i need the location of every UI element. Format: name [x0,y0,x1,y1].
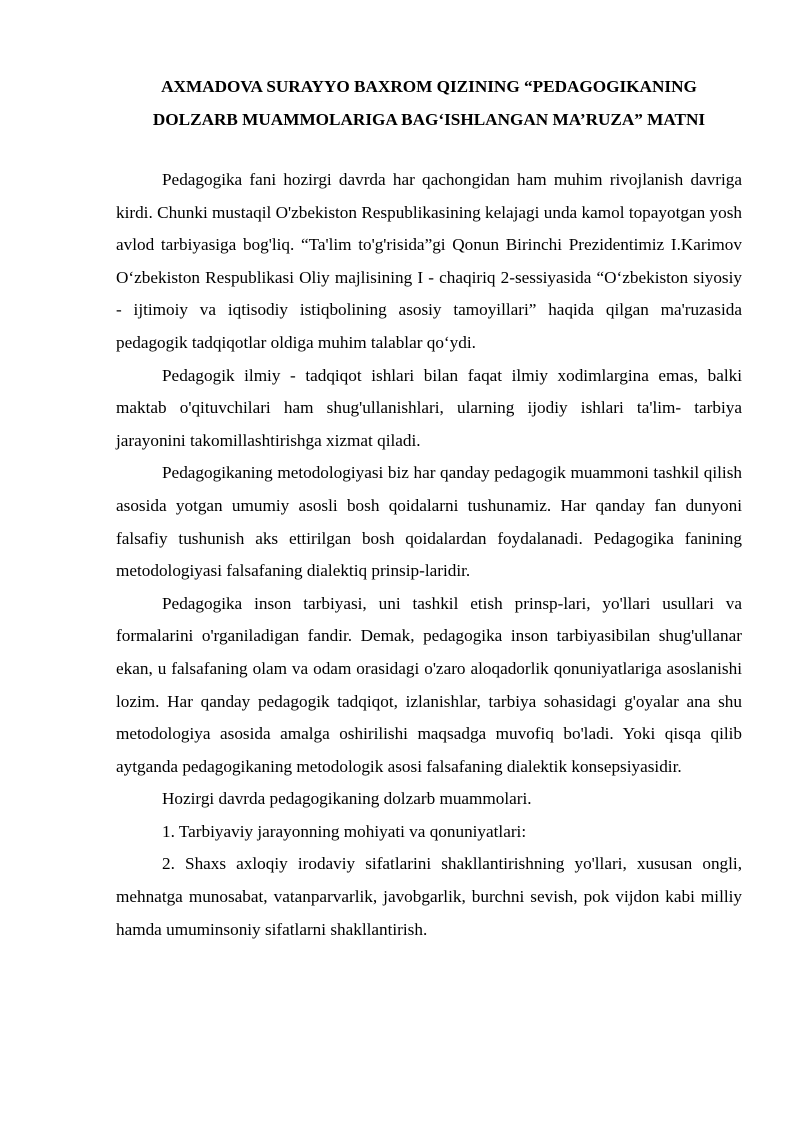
paragraph-pedagogy-definition: Pedagogika inson tarbiyasi, uni tashkil etish prinsp-lari, yo'llari usullari va formalarini o'rganiladigan fandir. Demak, pedagogika inson tarbiyasibilan shug'ullanar ekan, u falsafaning olam va odam orasidagi o'zaro aloqadorlik qonuniyatlariga asoslanishi lozim. Har qanday pedagogik tadqiqot, izlanishlar, tarbiya sohasidagi g'oyalar ana shu metodologiya asosida amalga oshirilishi maqsadga muvofiq bo'ladi. Yoki qisqa qilib aytganda pedagogikaning metodologik asosi falsafaning dialektik konsepsiyasidir. [116,593,742,776]
title-spacer [116,136,742,164]
paragraph-intro: Pedagogika fani hozirgi davrda har qachongidan ham muhim rivojlanish davriga kirdi. Chunki mustaqil O'zbekiston Respublikasining kelajagi unda kamol topayotgan yosh avlod tarbiyasiga bog'liq. “Ta'lim to'g'risida”gi Qonun Birinchi Prezidentimiz I.Karimov O‘zbekiston Respublikasi Oliy majlisining I - chaqiriq 2-sessiyasida “O‘zbekiston siyosiy - ijtimoiy va iqtisodiy istiqbolining asosiy tamoyillari” haqida qilgan ma'ruzasida pedagogik tadqiqotlar oldiga muhim talablar qo‘ydi. [116,170,742,352]
title-line-1: AXMADOVA SURAYYO BAXROM QIZINING “PEDAGOGIKANING [161,77,697,96]
document-title [116,70,742,136]
list-item-1: 1. Tarbiyaviy jarayonning mohiyati va qonuniyatlari: [162,821,527,841]
list-item-2: 2. Shaxs axloqiy irodaviy sifatlarini shakllantirishning yo'llari, xususan ongli, mehnatga munosabat, vatanparvarlik, javobgarlik, burchni sevish, pok vijdon kabi milliy hamda umuminsoniy sifatlarni shakllantirish. [116,854,742,939]
paragraph-current-problems: Hozirgi davrda pedagogikaning dolzarb muammolari. [162,789,532,809]
title-line-2: DOLZARB MUAMMOLARIGA BAG‘ISHLANGAN MA’RUZA” MATNI [152,110,706,129]
paragraph-methodology: Pedagogikaning metodologiyasi biz har qanday pedagogik muammoni tashkil qilish asosida yotgan umumiy asosli bosh qoidalarni tushunamiz. Har qanday fan dunyoni falsafiy tushunish aks ettirilgan bosh qoidalardan foydalanadi. Pedagogika fanining metodologiyasi falsafaning dialektiq prinsip-laridir. [116,463,742,581]
document-page [116,70,742,946]
paragraph-research: Pedagogik ilmiy - tadqiqot ishlari bilan faqat ilmiy xodimlargina emas, balki maktab o'qituvchilari ham shug'ullanishlari, ularning ijodiy ishlari ta'lim- tarbiya jarayonini takomillashtirishga xizmat qiladi. [116,365,742,450]
